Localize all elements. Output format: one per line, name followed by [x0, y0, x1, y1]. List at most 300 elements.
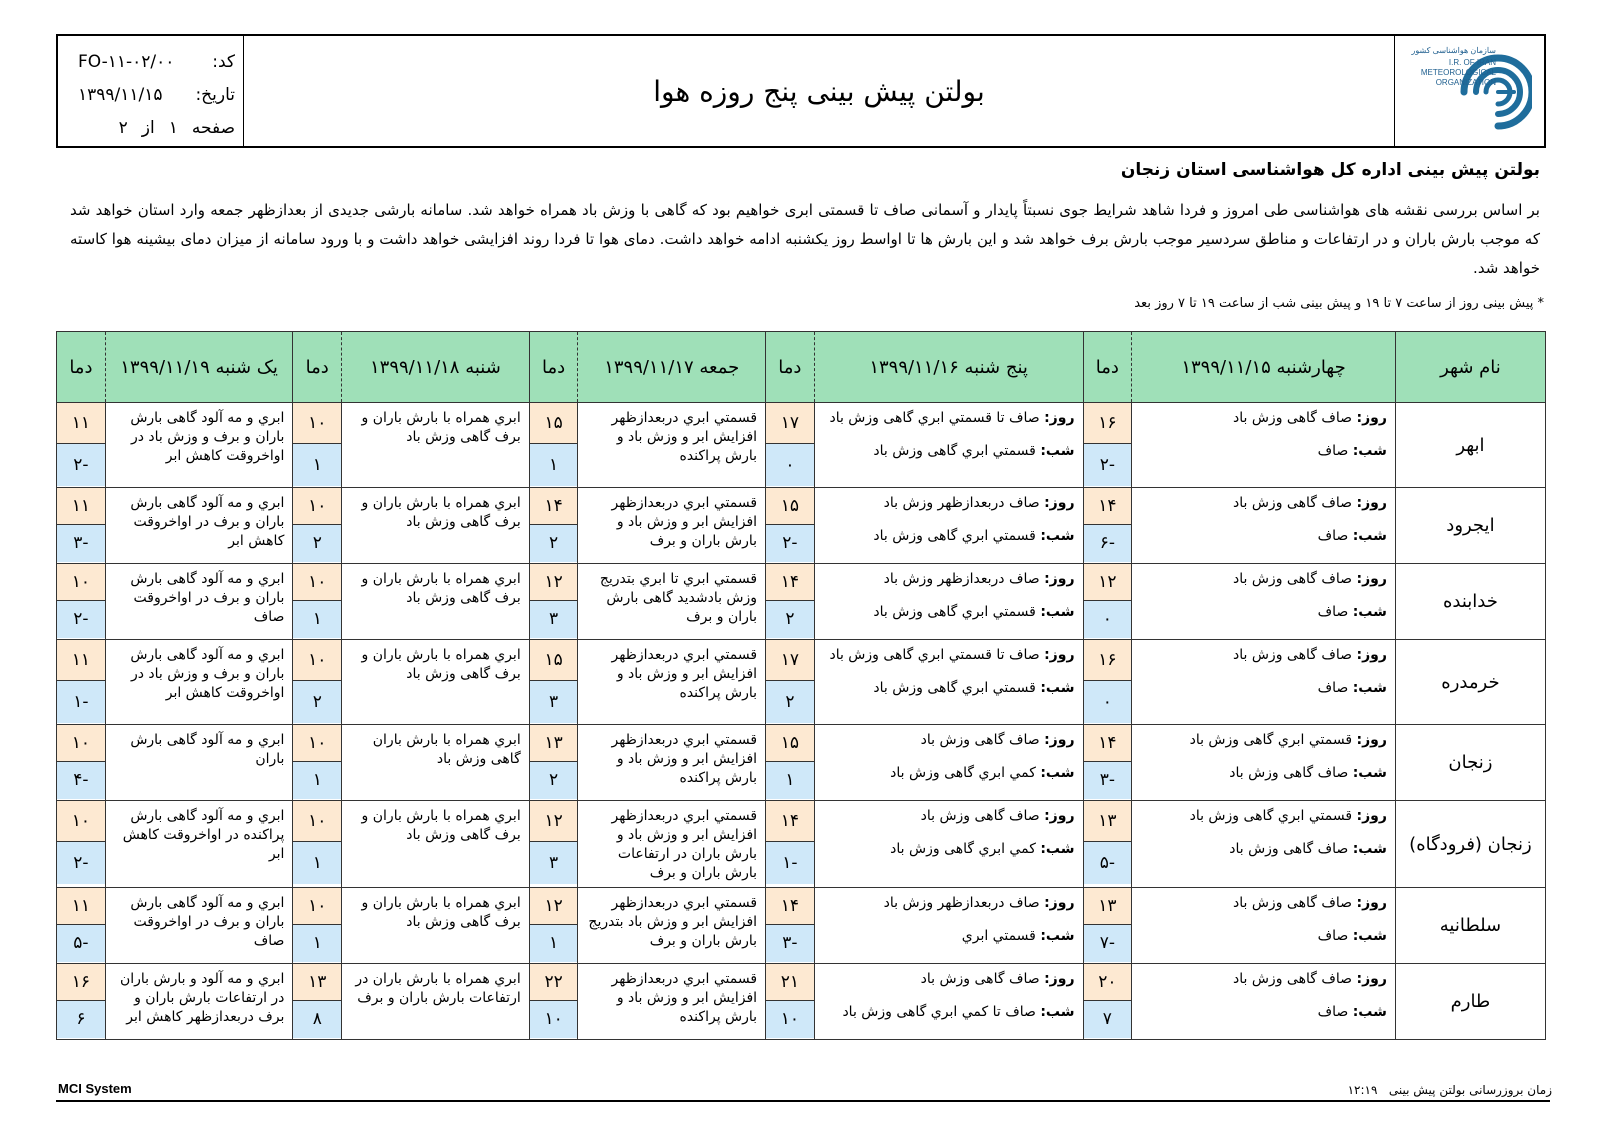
table-row	[57, 564, 1546, 640]
night-forecast	[823, 764, 1075, 783]
date-value: ۱۳۹۹/۱۱/۱۵	[78, 85, 163, 105]
max-temp: ۱۰	[57, 801, 105, 842]
max-temp: ۱۲	[530, 888, 578, 925]
temperature-cell	[529, 725, 578, 801]
max-temp: ۱۲	[530, 801, 578, 842]
min-temp: -۲	[57, 842, 105, 884]
day-forecast	[1140, 894, 1387, 913]
night-text: قسمتي ابري گاهی وزش باد	[873, 604, 1036, 620]
temperature-cell	[293, 488, 342, 564]
forecast-cell: ابري و مه آلود گاهی بارش باران	[105, 725, 293, 801]
temp-header: دما	[1083, 332, 1132, 403]
temperature-cell	[766, 403, 815, 488]
night-forecast	[823, 927, 1075, 946]
forecast-time-note: * پیش بینی روز از ساعت ۷ تا ۱۹ و پیش بینی شب از ساعت ۱۹ تا ۷ روز بعد	[1134, 296, 1544, 311]
forecast-cell: قسمتي ابري دربعدازظهر افزایش ابر و وزش باد و بارش پراكنده	[578, 725, 766, 801]
forecast-cell: ابري و مه آلود و بارش باران در ارتفاعات بارش باران و برف دربعدازظهر كاهش ابر	[105, 964, 293, 1040]
day-forecast	[1140, 570, 1387, 589]
night-text: كمي ابري گاهی وزش باد	[890, 765, 1036, 781]
temperature-cell	[57, 640, 106, 725]
min-temp: -۳	[766, 925, 814, 962]
temperature-cell	[1083, 403, 1132, 488]
table-header-row	[57, 332, 1546, 403]
day-text: صاف گاهی وزش باد	[1233, 495, 1353, 511]
forecast-cell: ابري همراه با بارش باران و برف گاهی وزش باد	[342, 888, 530, 964]
night-label: شب:	[1040, 1004, 1075, 1020]
night-forecast	[823, 603, 1075, 622]
update-time-line	[1348, 1083, 1552, 1097]
forecast-cell: قسمتي ابري دربعدازظهر افزایش ابر و وزش باد و بارش باران و برف	[578, 488, 766, 564]
city-name: ابهر	[1395, 403, 1545, 488]
min-temp: ۲	[766, 601, 814, 638]
night-text: قسمتي ابري گاهی وزش باد	[873, 680, 1036, 696]
min-temp: ۸	[293, 1001, 341, 1038]
temperature-cell	[1083, 801, 1132, 888]
page-label: صفحه	[191, 118, 235, 138]
day-text: صاف دربعدازظهر وزش باد	[883, 571, 1040, 587]
night-forecast	[823, 840, 1075, 859]
max-temp: ۱۰	[57, 725, 105, 762]
logo-text-en-2: METEOROLOGICAL	[1420, 68, 1496, 77]
forecast-cell	[1132, 964, 1396, 1040]
night-label: شب:	[1040, 765, 1075, 781]
update-label: زمان بروزرسانی بولتن پیش بینی	[1388, 1083, 1552, 1097]
min-temp: ۲	[766, 681, 814, 723]
night-label: شب:	[1040, 680, 1075, 696]
temperature-cell	[293, 564, 342, 640]
temperature-cell	[766, 564, 815, 640]
document-meta	[58, 36, 244, 146]
city-name: ایجرود	[1395, 488, 1545, 564]
forecast-cell	[814, 640, 1083, 725]
min-temp: ۱	[293, 842, 341, 884]
max-temp: ۱۷	[766, 640, 814, 681]
min-temp: ۲	[293, 525, 341, 562]
day-forecast	[823, 807, 1075, 826]
forecast-cell: ابري و مه آلود گاهی بارش باران و برف و وزش باد در اواخروقت كاهش ابر	[105, 403, 293, 488]
temp-header: دما	[57, 332, 106, 403]
max-temp: ۱۱	[57, 403, 105, 444]
min-temp: ۲	[530, 762, 578, 799]
bulletin-header	[56, 34, 1546, 148]
day-label: روز:	[1044, 571, 1075, 587]
min-temp: -۳	[57, 525, 105, 562]
temperature-cell	[766, 725, 815, 801]
night-text: صاف تا كمي ابري گاهی وزش باد	[842, 1004, 1036, 1020]
min-temp: -۱	[766, 842, 814, 884]
min-temp: ۱	[530, 925, 578, 962]
night-text: صاف گاهی وزش باد	[1229, 765, 1349, 781]
temperature-cell	[529, 801, 578, 888]
night-text: صاف گاهی وزش باد	[1229, 841, 1349, 857]
temperature-cell	[529, 964, 578, 1040]
temperature-cell	[293, 725, 342, 801]
day-label: روز:	[1044, 495, 1075, 511]
table-row	[57, 403, 1546, 488]
temperature-cell	[57, 488, 106, 564]
forecast-cell	[1132, 801, 1396, 888]
day-label: روز:	[1044, 732, 1075, 748]
date-label: تاریخ:	[195, 85, 235, 105]
max-temp: ۱۵	[530, 403, 578, 444]
day-forecast	[823, 894, 1075, 913]
day-label: روز:	[1356, 571, 1387, 587]
temperature-cell	[57, 964, 106, 1040]
update-time: ۱۲:۱۹	[1347, 1083, 1378, 1097]
temperature-cell	[57, 403, 106, 488]
day-label: روز:	[1356, 410, 1387, 426]
city-name: خرمدره	[1395, 640, 1545, 725]
day-5-header: یک شنبه ۱۳۹۹/۱۱/۱۹	[105, 332, 293, 403]
forecast-cell	[814, 725, 1083, 801]
min-temp: -۲	[1084, 444, 1132, 486]
max-temp: ۱۱	[57, 888, 105, 925]
forecast-cell: قسمتي ابري دربعدازظهر افزایش ابر و وزش باد بتدريج بارش باران و برف	[578, 888, 766, 964]
temperature-cell	[1083, 725, 1132, 801]
day-text: صاف دربعدازظهر وزش باد	[883, 895, 1040, 911]
max-temp: ۱۰	[293, 888, 341, 925]
day-forecast	[823, 731, 1075, 750]
forecast-cell	[1132, 888, 1396, 964]
forecast-table	[56, 331, 1546, 1040]
night-forecast	[823, 1003, 1075, 1022]
page-of: از	[141, 118, 155, 138]
footer-divider	[56, 1100, 1550, 1102]
forecast-cell	[1132, 403, 1396, 488]
logo-text-en-3: ORGANIZATION	[1435, 78, 1496, 87]
forecast-cell	[814, 964, 1083, 1040]
min-temp: -۳	[1084, 762, 1132, 799]
city-name: سلطانیه	[1395, 888, 1545, 964]
forecast-summary: بر اساس بررسی نقشه های هواشناسی طی امروز و فردا شاهد شرایط جوی نسبتاً پایدار و آسمانی صاف تا قسمتی ابری خواهیم بود که گاهی با وزش باد همراه خواهد شد. سامانه بارشی جدیدی از بعدازظهر جمعه وارد استان خواهد شد که موجب بارش باران و در ارتفاعات و مناطق سردسیر موجب بارش برف خواهد شد و این بارش ها تا اواسط روز یکشنبه ادامه خواهد داشت. دمای هوا تا فردا روند افزایشی خواهد داشت و با ورود سامانه از میزان دمای بیشینه هوا کاسته خواهد شد.	[70, 201, 1540, 277]
min-temp: ۳	[530, 681, 578, 723]
temperature-cell	[766, 888, 815, 964]
max-temp: ۱۰	[293, 801, 341, 842]
day-4-header: شنبه ۱۳۹۹/۱۱/۱۸	[342, 332, 530, 403]
temperature-cell	[57, 725, 106, 801]
forecast-cell: ابري همراه با بارش باران گاهی وزش باد	[342, 725, 530, 801]
max-temp: ۱۴	[766, 888, 814, 925]
day-forecast	[1140, 807, 1387, 826]
city-name: زنجان (فرودگاه)	[1395, 801, 1545, 888]
temperature-cell	[57, 888, 106, 964]
min-temp: ۱۰	[530, 1001, 578, 1038]
day-label: روز:	[1356, 808, 1387, 824]
night-forecast	[823, 679, 1075, 698]
max-temp: ۱۰	[57, 564, 105, 601]
day-text: صاف گاهی وزش باد	[920, 732, 1040, 748]
logo-text-fa: سازمان هواشناسی کشور	[1411, 46, 1496, 55]
max-temp: ۱۴	[1084, 725, 1132, 762]
night-text: صاف	[1317, 1004, 1349, 1020]
temperature-cell	[1083, 488, 1132, 564]
table-row	[57, 488, 1546, 564]
day-text: صاف دربعدازظهر وزش باد	[883, 495, 1040, 511]
page-row	[78, 112, 235, 145]
max-temp: ۱۰	[293, 564, 341, 601]
day-label: روز:	[1044, 647, 1075, 663]
day-forecast	[823, 494, 1075, 513]
max-temp: ۱۶	[57, 964, 105, 1001]
temperature-cell	[766, 640, 815, 725]
day-text: صاف گاهی وزش باد	[1233, 571, 1353, 587]
forecast-cell	[814, 888, 1083, 964]
day-text: صاف گاهی وزش باد	[920, 808, 1040, 824]
night-forecast	[1140, 764, 1387, 783]
day-text: قسمتي ابري گاهی وزش باد	[1189, 808, 1353, 824]
night-text: صاف	[1317, 680, 1349, 696]
forecast-cell	[1132, 640, 1396, 725]
table-row	[57, 964, 1546, 1040]
temperature-cell	[293, 888, 342, 964]
forecast-cell	[814, 801, 1083, 888]
temperature-cell	[1083, 964, 1132, 1040]
temperature-cell	[766, 488, 815, 564]
max-temp: ۱۲	[530, 564, 578, 601]
max-temp: ۱۰	[293, 725, 341, 762]
temperature-cell	[529, 640, 578, 725]
max-temp: ۱۱	[57, 488, 105, 525]
forecast-cell: ابري و مه آلود گاهی بارش باران و برف در اواخروقت كاهش ابر	[105, 488, 293, 564]
max-temp: ۲۰	[1084, 964, 1132, 1001]
temperature-cell	[57, 801, 106, 888]
night-forecast	[1140, 603, 1387, 622]
min-temp: ۱	[530, 444, 578, 486]
office-title: بولتن پیش بینی اداره کل هواشناسی استان زنجان	[1120, 160, 1540, 180]
max-temp: ۱۵	[530, 640, 578, 681]
night-forecast	[823, 442, 1075, 461]
forecast-cell: ابري و مه آلود گاهی بارش پراكنده در اواخروقت كاهش ابر	[105, 801, 293, 888]
day-forecast	[1140, 409, 1387, 428]
code-value: FO-۱۱-۰۲/۰۰	[78, 52, 175, 72]
night-label: شب:	[1352, 928, 1387, 944]
temp-header: دما	[293, 332, 342, 403]
forecast-cell: ابري همراه با بارش باران و برف گاهی وزش باد	[342, 564, 530, 640]
temperature-cell	[1083, 640, 1132, 725]
day-text: صاف تا قسمتي ابري گاهی وزش باد	[829, 410, 1040, 426]
temperature-cell	[529, 488, 578, 564]
city-name: زنجان	[1395, 725, 1545, 801]
temperature-cell	[293, 801, 342, 888]
day-forecast	[1140, 646, 1387, 665]
min-temp: ۲	[293, 681, 341, 723]
min-temp: -۴	[57, 762, 105, 799]
night-label: شب:	[1040, 604, 1075, 620]
city-name: خدابنده	[1395, 564, 1545, 640]
forecast-cell	[814, 403, 1083, 488]
day-text: صاف گاهی وزش باد	[920, 971, 1040, 987]
night-forecast	[1140, 1003, 1387, 1022]
max-temp: ۱۴	[766, 801, 814, 842]
night-text: قسمتي ابري گاهی وزش باد	[873, 528, 1036, 544]
max-temp: ۱۶	[1084, 403, 1132, 444]
min-temp: ۱۰	[766, 1001, 814, 1038]
max-temp: ۱۳	[530, 725, 578, 762]
night-label: شب:	[1352, 604, 1387, 620]
temperature-cell	[57, 564, 106, 640]
max-temp: ۱۵	[766, 725, 814, 762]
min-temp: ۰	[1084, 681, 1132, 723]
night-forecast	[1140, 840, 1387, 859]
forecast-cell: قسمتي ابري دربعدازظهر افزایش ابر و وزش باد و بارش پراكنده	[578, 640, 766, 725]
system-name: MCI System	[58, 1081, 132, 1096]
night-text: قسمتي ابري گاهی وزش باد	[873, 443, 1036, 459]
max-temp: ۱۱	[57, 640, 105, 681]
min-temp: -۶	[1084, 525, 1132, 562]
min-temp: ۱	[293, 762, 341, 799]
max-temp: ۱۰	[293, 488, 341, 525]
temperature-cell	[529, 888, 578, 964]
forecast-cell	[1132, 564, 1396, 640]
max-temp: ۱۷	[766, 403, 814, 444]
day-forecast	[823, 646, 1075, 665]
max-temp: ۱۳	[1084, 888, 1132, 925]
page-total: ۲	[118, 118, 128, 138]
min-temp: -۲	[766, 525, 814, 562]
max-temp: ۱۳	[293, 964, 341, 1001]
forecast-cell	[1132, 725, 1396, 801]
day-label: روز:	[1356, 732, 1387, 748]
night-label: شب:	[1352, 841, 1387, 857]
page-current: ۱	[168, 118, 178, 138]
min-temp: -۷	[1084, 925, 1132, 962]
forecast-cell: ابري همراه با بارش باران در ارتفاعات بارش باران و برف	[342, 964, 530, 1040]
forecast-cell: ابري همراه با بارش باران و برف گاهی وزش باد	[342, 640, 530, 725]
table-row	[57, 640, 1546, 725]
max-temp: ۱۴	[766, 564, 814, 601]
date-row	[78, 79, 235, 112]
night-forecast	[823, 527, 1075, 546]
min-temp: ۱	[293, 601, 341, 638]
day-label: روز:	[1356, 971, 1387, 987]
day-1-header: چهارشنبه ۱۳۹۹/۱۱/۱۵	[1132, 332, 1396, 403]
night-label: شب:	[1040, 841, 1075, 857]
min-temp: ۱	[293, 925, 341, 962]
temp-header: دما	[529, 332, 578, 403]
day-forecast	[1140, 494, 1387, 513]
organization-logo	[1394, 36, 1544, 146]
night-forecast	[1140, 442, 1387, 461]
min-temp: ۶	[57, 1001, 105, 1038]
night-text: كمي ابري گاهی وزش باد	[890, 841, 1036, 857]
max-temp: ۱۰	[293, 403, 341, 444]
city-column-header: نام شهر	[1395, 332, 1545, 403]
max-temp: ۱۶	[1084, 640, 1132, 681]
day-label: روز:	[1356, 647, 1387, 663]
night-text: قسمتي ابري	[961, 928, 1036, 944]
min-temp: -۵	[1084, 842, 1132, 884]
night-label: شب:	[1352, 443, 1387, 459]
night-label: شب:	[1352, 1004, 1387, 1020]
temp-header: دما	[766, 332, 815, 403]
day-text: صاف گاهی وزش باد	[1233, 410, 1353, 426]
night-label: شب:	[1040, 528, 1075, 544]
max-temp: ۱۰	[293, 640, 341, 681]
forecast-cell: ابري و مه آلود گاهی بارش باران و برف در اواخروقت صاف	[105, 564, 293, 640]
forecast-cell: قسمتي ابري دربعدازظهر افزایش ابر و وزش باد و بارش پراكنده	[578, 403, 766, 488]
day-forecast	[1140, 731, 1387, 750]
max-temp: ۲۱	[766, 964, 814, 1001]
forecast-cell	[1132, 488, 1396, 564]
forecast-cell	[814, 488, 1083, 564]
night-forecast	[1140, 527, 1387, 546]
max-temp: ۱۳	[1084, 801, 1132, 842]
day-text: قسمتي ابري گاهی وزش باد	[1189, 732, 1353, 748]
forecast-cell: قسمتي ابري دربعدازظهر افزایش ابر و وزش باد و بارش باران در ارتفاعات بارش باران و برف	[578, 801, 766, 888]
night-text: صاف	[1317, 443, 1349, 459]
temperature-cell	[529, 403, 578, 488]
forecast-cell: قسمتي ابري دربعدازظهر افزایش ابر و وزش باد و بارش پراكنده	[578, 964, 766, 1040]
min-temp: ۳	[530, 601, 578, 638]
day-label: روز:	[1044, 410, 1075, 426]
day-text: صاف گاهی وزش باد	[1233, 971, 1353, 987]
city-name: طارم	[1395, 964, 1545, 1040]
max-temp: ۱۲	[1084, 564, 1132, 601]
min-temp: ۳	[530, 842, 578, 884]
max-temp: ۱۵	[766, 488, 814, 525]
day-forecast	[1140, 970, 1387, 989]
table-row	[57, 801, 1546, 888]
night-text: صاف	[1317, 604, 1349, 620]
forecast-cell: ابري و مه آلود گاهی بارش باران و برف در اواخروقت صاف	[105, 888, 293, 964]
bulletin-title: بولتن پیش بینی پنج روزه هوا	[653, 74, 985, 108]
night-text: صاف	[1317, 928, 1349, 944]
max-temp: ۱۴	[1084, 488, 1132, 525]
forecast-cell: قسمتي ابري تا ابري بتدريج وزش بادشديد گاهی بارش باران و برف	[578, 564, 766, 640]
code-label: کد:	[212, 52, 235, 72]
night-label: شب:	[1040, 928, 1075, 944]
min-temp: -۱	[57, 681, 105, 723]
day-label: روز:	[1044, 808, 1075, 824]
forecast-cell: ابري همراه با بارش باران و برف گاهی وزش باد	[342, 488, 530, 564]
day-forecast	[823, 570, 1075, 589]
temperature-cell	[766, 964, 815, 1040]
day-2-header: پنج شنبه ۱۳۹۹/۱۱/۱۶	[814, 332, 1083, 403]
forecast-cell: ابري همراه با بارش باران و برف گاهی وزش باد	[342, 801, 530, 888]
day-label: روز:	[1044, 895, 1075, 911]
min-temp: -۵	[57, 925, 105, 962]
day-label: روز:	[1356, 895, 1387, 911]
min-temp: ۱	[766, 762, 814, 799]
max-temp: ۲۲	[530, 964, 578, 1001]
day-forecast	[823, 409, 1075, 428]
min-temp: ۲	[530, 525, 578, 562]
day-forecast	[823, 970, 1075, 989]
day-label: روز:	[1044, 971, 1075, 987]
day-label: روز:	[1356, 495, 1387, 511]
min-temp: ۰	[766, 444, 814, 486]
temperature-cell	[293, 403, 342, 488]
table-row	[57, 725, 1546, 801]
day-3-header: جمعه ۱۳۹۹/۱۱/۱۷	[578, 332, 766, 403]
night-forecast	[1140, 679, 1387, 698]
min-temp: -۲	[57, 444, 105, 486]
night-text: صاف	[1317, 528, 1349, 544]
night-forecast	[1140, 927, 1387, 946]
forecast-table-body	[57, 403, 1546, 1040]
night-label: شب:	[1040, 443, 1075, 459]
day-text: صاف گاهی وزش باد	[1233, 647, 1353, 663]
table-row	[57, 888, 1546, 964]
forecast-cell: ابري همراه با بارش باران و برف گاهی وزش باد	[342, 403, 530, 488]
temperature-cell	[1083, 564, 1132, 640]
temperature-cell	[293, 640, 342, 725]
day-text: صاف تا قسمتي ابري گاهی وزش باد	[829, 647, 1040, 663]
logo-text-en-1: I.R. OF IRAN	[1448, 58, 1496, 67]
day-text: صاف گاهی وزش باد	[1233, 895, 1353, 911]
min-temp: -۲	[57, 601, 105, 638]
temperature-cell	[1083, 888, 1132, 964]
